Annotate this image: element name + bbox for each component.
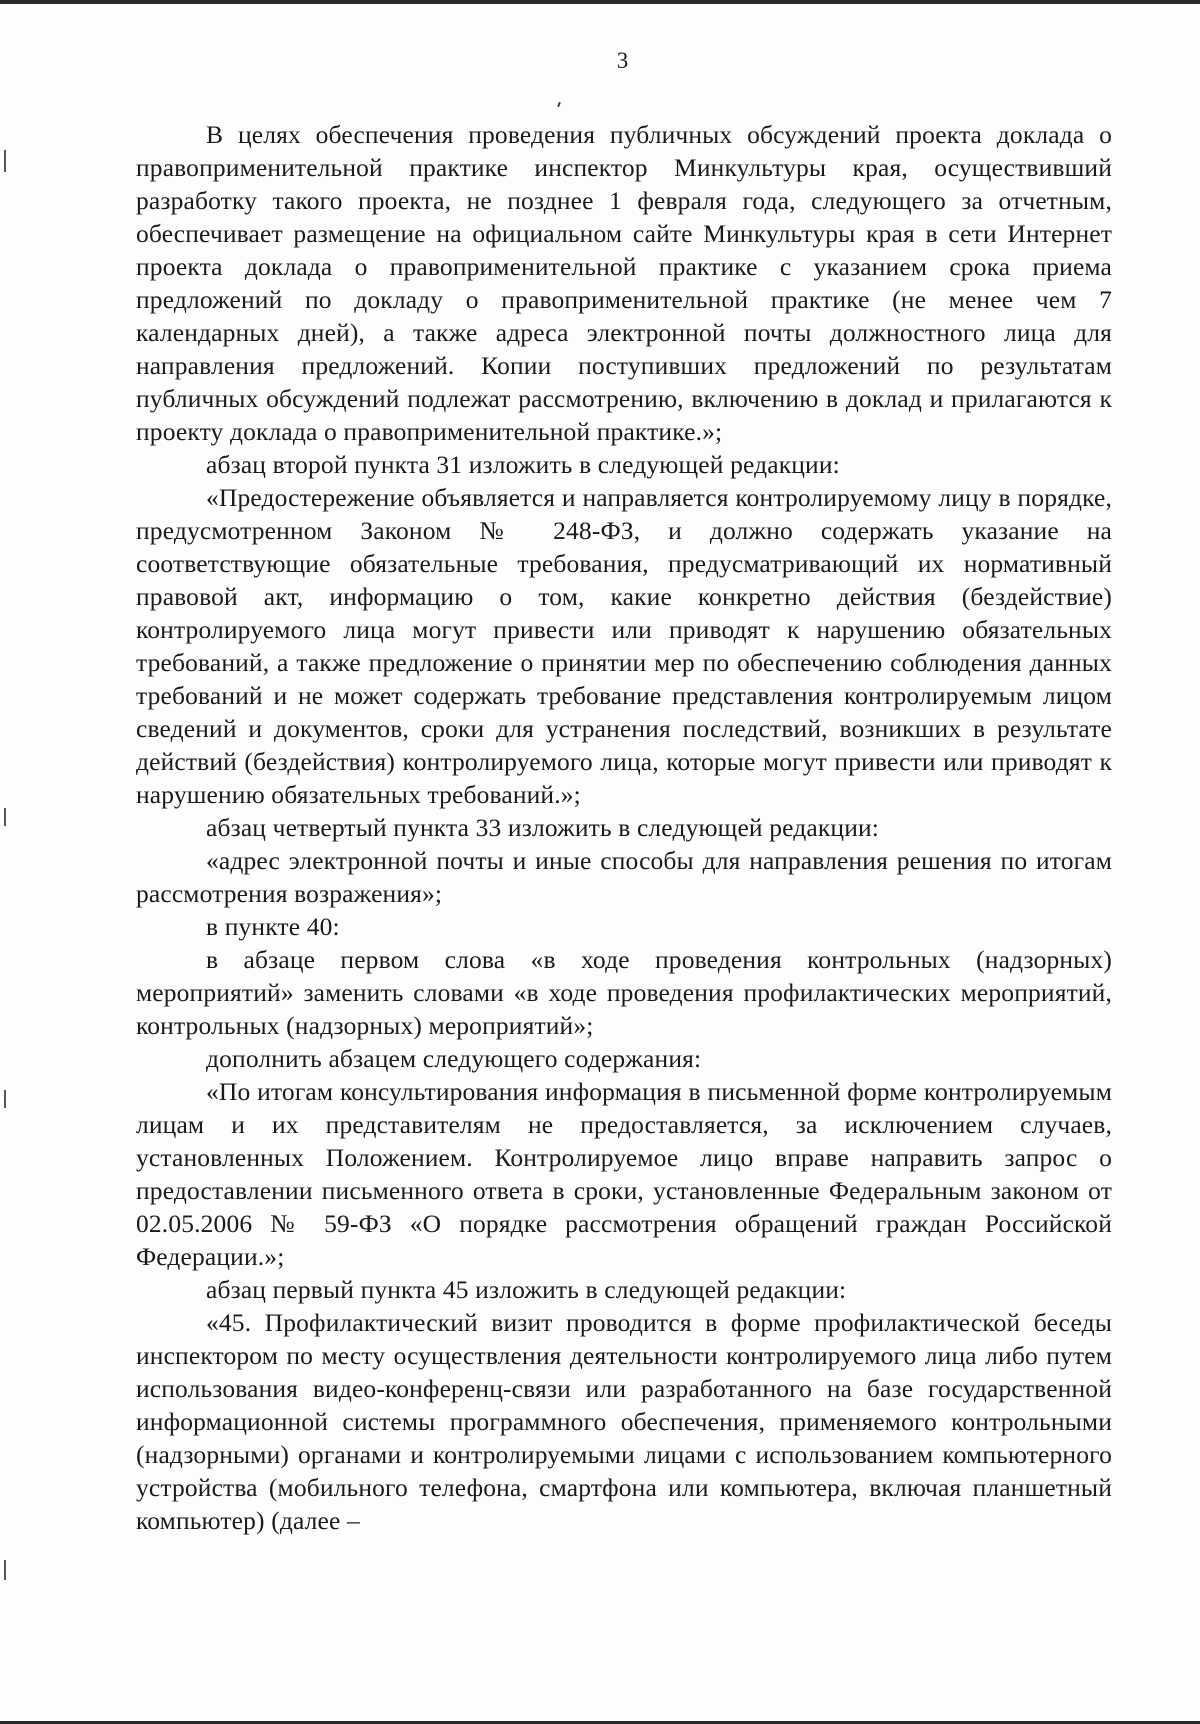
margin-mark	[4, 150, 6, 172]
paragraph-amend-33: абзац четвертый пункта 33 изложить в следующей редакции:	[206, 813, 880, 842]
scan-speck	[557, 102, 561, 107]
margin-mark	[4, 808, 6, 826]
paragraph-replace-words: в абзаце первом слова «в ходе проведения контрольных (надзорных) мероприятий» заменить словами «в ходе проведения профилактических мероприятий, контрольных (надзорных) мероприятий»;	[136, 945, 1112, 1040]
paragraph-add-clause: дополнить абзацем следующего содержания:	[206, 1044, 702, 1073]
scan-top-edge	[0, 0, 1200, 4]
paragraph-consultation-text: «По итогам консультирования информация в письменной форме контролируемым лицам и их представителям не предоставляется, за исключением случаев, установленных Положением. Контролируемое лицо вправе направить запрос о предоставлении письменного ответа в сроки, установленные Федеральным законом от 02.05.2006 № 59-ФЗ «О порядке рассмотрения обращений граждан Российской Федерации.»;	[136, 1077, 1112, 1271]
paragraph-point-40: в пункте 40:	[206, 912, 340, 941]
paragraph-warning-text: «Предостережение объявляется и направляется контролируемому лицу в порядке, предусмотренном Законом № 248-ФЗ, и должно содержать указание на соответствующие обязательные требования, предусматривающий их нормативный правовой акт, информацию о том, какие конкретно действия (бездействие) контролируемого лица могут привести или приводят к нарушению обязательных требований, а также предложение о принятии мер по обеспечению соблюдения данных требований и не может содержать требование представления контролируемым лицом сведений и документов, сроки для устранения последствий, возникших в результате действий (бездействия) контролируемого лица, которые могут привести или приводят к нарушению обязательных требований.»;	[136, 483, 1112, 809]
margin-mark	[4, 1090, 6, 1108]
paragraph-amend-45: абзац первый пункта 45 изложить в следующей редакции:	[206, 1275, 847, 1304]
paragraph-visit-text: «45. Профилактический визит проводится в форме профилактической беседы инспектором по месту осуществления деятельности контролируемого лица либо путем использования видео-конференц-связи или разработанного на базе государственной информационной системы программного обеспечения, применяемого контрольными (надзорными) органами и контролируемыми лицами с использованием компьютерного устройства (мобильного телефона, смартфона или компьютера, включая планшетный компьютер) (далее –	[136, 1308, 1112, 1535]
paragraph-amend-31: абзац второй пункта 31 изложить в следующей редакции:	[206, 450, 840, 479]
paragraph-email-text: «адрес электронной почты и иные способы для направления решения по итогам рассмотрения возражения»;	[136, 846, 1112, 908]
margin-mark	[4, 1560, 6, 1580]
page-number: 3	[616, 48, 629, 73]
paragraph-public-discussion: В целях обеспечения проведения публичных обсуждений проекта доклада о правоприменительной практике инспектор Минкультуры края, осуществивший разработку такого проекта, не позднее 1 февраля года, следующего за отчетным, обеспечивает размещение на официальном сайте Минкультуры края в сети Интернет проекта доклада о правоприменительной практике с указанием срока приема предложений по докладу о правоприменительной практике (не менее чем 7 календарных дней), а также адреса электронной почты должностного лица для направления предложений. Копии поступивших предложений по результатам публичных обсуждений подлежат рассмотрению, включению в доклад и прилагаются к проекту доклада о правоприменительной практике.»;	[136, 120, 1112, 446]
document-body	[136, 118, 1112, 1537]
